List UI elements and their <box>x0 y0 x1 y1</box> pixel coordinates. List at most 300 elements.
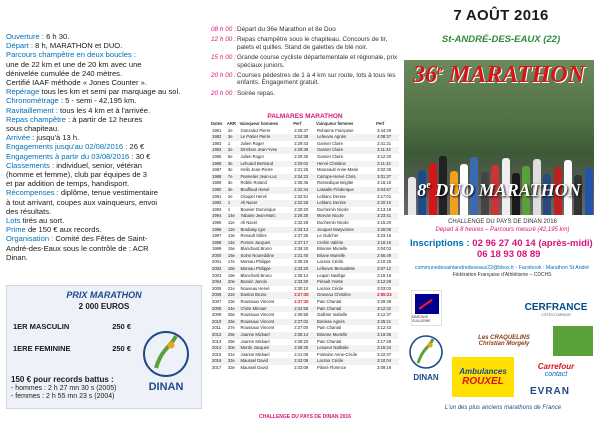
table-cell: Pain Chantal <box>317 299 342 305</box>
slogan: L'un des plus anciens marathons de France <box>444 405 562 411</box>
event-place: St-ANDRÉ-DES-EAUX (22) <box>441 34 561 45</box>
table-cell: Lacroix Cécile <box>317 285 344 291</box>
table-cell: 2001 <box>212 259 222 265</box>
table-cell: 1 <box>227 140 231 146</box>
table-cell: Christ Mirouer <box>239 306 293 313</box>
schedule-desc: Repas champêtre sous le chapiteau. Concours de tir, palets et quilles. Stand de galettes de blé noir. <box>237 36 388 51</box>
table-cell: 2014 <box>211 345 227 352</box>
table-cell: Dirmbon Jean-Yves <box>239 147 293 154</box>
dinan-logo-text: DINAN <box>148 381 184 393</box>
table-cell: 3e <box>227 180 233 186</box>
table-cell: 2:37:30 <box>294 299 309 305</box>
table-cell: Maussel David <box>240 364 268 370</box>
table-cell: 2:31:40 <box>293 253 316 260</box>
info-line <box>6 253 202 262</box>
federation-line: Fédération Française d'Athlétisme – CDCHS <box>452 272 552 278</box>
table-row <box>211 207 399 214</box>
table-cell: 3:12:32 <box>376 306 399 313</box>
info-value: : à partir de 12 heures <box>68 114 143 124</box>
craquelins-logo: Les CRAQUELINS Christian Morgely <box>472 326 536 356</box>
table-cell: 2:26:30 <box>293 213 316 220</box>
table-cell: 3:11:43 <box>376 161 399 168</box>
marathon-number: 36 <box>413 62 438 88</box>
info-line <box>6 179 202 188</box>
info-value: Certifié IAAF méthode « Jones Counter ». <box>6 78 147 88</box>
info-line <box>6 216 202 225</box>
table-cell: 2:36:29 <box>294 259 309 265</box>
ambulances-rouxel-logo <box>452 357 514 397</box>
table-cell: 1 <box>227 206 231 212</box>
palmares-table <box>211 121 399 372</box>
table-cell: 3:25:21 <box>376 319 399 326</box>
table-cell: Garnier Claire <box>317 153 344 159</box>
table-row <box>211 259 399 266</box>
table-cell: Blanchard Bruno <box>240 246 272 252</box>
table-cell: Pomes Jacques <box>239 240 293 247</box>
table-cell: 15e <box>227 246 235 252</box>
table-cell: 2006 <box>211 292 227 299</box>
info-line <box>6 225 202 234</box>
info-line <box>6 152 202 161</box>
table-cell: Pain Chantal <box>316 306 376 313</box>
palmares-header-cell: Vainqueur hommes <box>239 121 279 126</box>
table-cell: Pannetier Jean-Luc <box>239 174 293 181</box>
schedule-item <box>211 26 401 33</box>
table-cell: 12e <box>227 227 240 234</box>
palmares-table-wrap <box>211 121 399 372</box>
info-value: (homme et femme), club par équipes de 3 <box>6 170 147 180</box>
table-cell: 19e <box>227 272 235 278</box>
info-line <box>6 133 202 142</box>
table-cell: 3:17:28 <box>377 338 392 344</box>
table-cell: Morvan Nicole <box>316 213 376 220</box>
info-label: Ouverture : <box>6 32 47 41</box>
table-row <box>211 213 399 220</box>
info-line <box>6 96 202 105</box>
table-row <box>211 180 399 187</box>
table-cell: 25e <box>227 312 235 318</box>
table-cell: Pérault Yvette <box>316 279 376 286</box>
table-cell: Moureault Anne-Marie <box>317 167 359 173</box>
table-row <box>211 233 399 240</box>
marathon-sup: e <box>437 62 443 77</box>
table-cell: 2004 <box>211 279 227 286</box>
palmares-header-cell: ARR <box>226 121 236 126</box>
table-cell: 7e <box>227 174 240 181</box>
table-cell: 3:02:35 <box>377 167 392 173</box>
evran-label: EVRAN <box>530 386 571 397</box>
table-row <box>211 273 399 280</box>
info-label: Engagements à partir du 03/08/2016 : <box>6 151 136 161</box>
table-cell: 3:16:16 <box>376 240 399 247</box>
depart-line: Départ à 8 heures – Parcours mesuré (42,195 km) <box>435 227 570 233</box>
info-label: Organisation : <box>6 234 56 244</box>
info-value: diplôme, tenue vestimentaire <box>60 188 158 198</box>
table-cell: 1997 <box>212 233 222 239</box>
table-cell: 3:09:19 <box>377 364 392 370</box>
table-cell: 2:37:17 <box>293 240 316 247</box>
info-line <box>6 115 202 124</box>
table-cell: 4:08:37 <box>376 134 399 141</box>
table-cell: Bradalay Igor <box>239 227 293 234</box>
schedule-time: 20 h 00 : <box>211 89 236 97</box>
table-cell: 3:26:06 <box>376 227 399 234</box>
schedule-time: 12 h 00 : <box>211 36 236 44</box>
table-row <box>211 227 399 234</box>
info-value: tirés au sort. <box>22 216 65 226</box>
table-cell: 2:33:13 <box>293 227 316 234</box>
table-cell: 2007 <box>212 299 222 305</box>
info-value: André-des-Eaux sous le contrôle de : ACR <box>6 243 149 253</box>
table-cell: 3:10:25 <box>377 259 392 265</box>
table-row <box>211 299 399 306</box>
schedule-desc: Grande course cycliste départementale et régionale, prix spéciaux juniors. <box>237 54 398 69</box>
table-cell: 2e <box>227 127 233 133</box>
info-line <box>6 41 202 50</box>
dinan-logo-right <box>406 332 446 392</box>
prix-total: 2 000 EUROS <box>78 302 130 311</box>
table-cell: 1990 <box>211 187 227 194</box>
palmares-header-cell: Vainqueur femmes <box>316 121 354 126</box>
table-cell: 3:15:20 <box>377 219 392 225</box>
table-cell: 2:29:02 <box>293 161 316 168</box>
table-cell: 27e <box>227 325 235 331</box>
web-contact: communedesaintandredeseaux22@bbox.fr - Facebook : Marathon St André <box>414 265 590 271</box>
info-label: Repérage <box>6 87 42 97</box>
info-value: 8 h, MARATHON et DUO. <box>35 41 123 51</box>
table-cell: 2:42:08 <box>293 358 316 365</box>
inscriptions <box>410 238 595 260</box>
table-row <box>211 194 399 201</box>
table-cell: 2:37:35 <box>294 233 309 239</box>
table-cell: 2:33:20 <box>293 266 316 273</box>
table-cell: Hello Jean-Pierre <box>240 167 273 173</box>
table-cell: 2:31:25 <box>294 167 309 173</box>
info-label: Engagements jusqu'au 02/08/2016 : <box>6 142 130 152</box>
table-cell: 22e <box>227 292 240 299</box>
info-value: tous les km et semi par marquage au sol. <box>41 87 181 97</box>
table-cell: Rossedique Brigitte <box>317 180 354 186</box>
table-cell: 29e <box>227 338 235 344</box>
prix-title: PRIX MARATHON <box>66 290 142 300</box>
prize-feminine <box>13 344 131 353</box>
table-cell: Lacroix Cécile <box>317 259 344 265</box>
axa-caption: MARCADÉ GUILLERME <box>412 314 431 323</box>
table-cell: 30e <box>227 345 240 352</box>
table-cell: 2:34:58 <box>293 306 316 313</box>
table-row <box>211 345 399 352</box>
table-cell: 2:27:30 <box>293 292 316 299</box>
prize-masculin-value: 250 € <box>112 322 131 331</box>
table-cell: 2:56:49 <box>376 253 399 260</box>
table-cell: 2:37:00 <box>294 325 309 331</box>
info-value: dénivelée cumulée de 240 mètres. <box>6 68 123 78</box>
table-cell: Fontaine Anne-Cécile <box>317 351 358 357</box>
table-cell: 1998 <box>211 240 227 247</box>
table-cell: 2e <box>227 193 233 199</box>
table-cell: Lacroix Cécile <box>316 358 376 365</box>
duo-title <box>404 180 594 201</box>
table-row <box>211 240 399 247</box>
info-value: et par addition de temps, handisport. <box>6 179 130 189</box>
table-cell: 2009 <box>212 312 222 318</box>
table-cell: Banoin Janoin <box>239 279 293 286</box>
table-row <box>211 292 399 299</box>
schedule-item <box>211 54 401 69</box>
table-cell: 18e <box>227 266 240 273</box>
rouxel-word: ROUXEL <box>462 376 504 387</box>
table-cell: 1991 <box>212 193 222 199</box>
table-row <box>211 220 399 227</box>
table-cell: 3:12:37 <box>377 312 392 318</box>
table-row <box>211 312 399 319</box>
schedule-time: 15 h 00 : <box>211 54 236 62</box>
table-row <box>211 187 399 194</box>
table-cell: 2:29:38 <box>293 147 316 154</box>
table-row <box>211 161 399 168</box>
table-cell: 2:36:58 <box>294 312 309 318</box>
table-cell: 23e <box>227 299 235 305</box>
table-cell: 2:29:43 <box>294 140 309 146</box>
table-row <box>211 325 399 332</box>
table-cell: 2:41:08 <box>294 351 309 357</box>
table-cell: Lequin Nadège <box>317 272 346 278</box>
phone-2: 06 18 93 08 89 <box>477 249 541 260</box>
schedule-item <box>211 90 401 97</box>
table-row <box>211 147 399 154</box>
table-cell: Julien Roger <box>240 153 264 159</box>
schedule-desc: Courses pédestres de 1 à 4 km sur route, lots à tous les enfants. Engagement gratuit. <box>237 72 396 87</box>
event-date: 7 AOÛT 2016 <box>453 7 549 24</box>
table-cell: 24e <box>227 306 240 313</box>
prize-feminine-value: 250 € <box>112 344 131 353</box>
table-cell: 3:20:10 <box>376 200 399 207</box>
table-cell: Crehin Valérie <box>316 240 376 247</box>
palmares-header-cell: Perf <box>293 121 302 126</box>
table-cell: 33e <box>227 364 235 370</box>
table-cell: Roussaux Vincent <box>240 325 275 331</box>
table-cell: Graveau Christine <box>316 292 376 299</box>
table-cell: 2:37:02 <box>293 319 316 326</box>
info-label: Ravitaillement : <box>6 105 61 115</box>
table-cell: Bouvier Dominique <box>240 206 276 212</box>
records <box>11 376 116 402</box>
table-cell: 32e <box>227 358 240 365</box>
table-cell: Yabane Jean-Marc <box>239 213 293 220</box>
table-cell: 14e <box>227 213 240 220</box>
cerfrance-sub: CÔTES D'ARMOR <box>541 312 571 317</box>
record-femmes: - femmes : 2 h 55 mn 23 s (2004) <box>11 393 115 400</box>
carrefour-contact-logo <box>520 358 592 382</box>
table-cell: 16e <box>227 253 240 260</box>
info-value: 26 € <box>129 142 145 152</box>
palmares-footer: CHALLENGE DU PAYS DE DINAN 2016 <box>259 414 351 420</box>
table-cell: 3:03:03 <box>377 285 392 291</box>
table-cell: Garnier Claire <box>316 147 376 154</box>
table-cell: 2:29:30 <box>294 153 309 159</box>
prize-masculin <box>13 322 131 331</box>
table-cell: 2:34:22 <box>293 174 316 181</box>
table-cell: Ali Nacer <box>239 200 293 207</box>
table-cell: 1994 <box>211 213 227 220</box>
table-cell: 3:15:34 <box>376 345 399 352</box>
table-cell: 1995 <box>212 219 222 225</box>
table-cell: Roussaux Vincent <box>240 312 275 318</box>
table-cell: 3:12:43 <box>377 325 392 331</box>
table-cell: 1999 <box>212 246 222 252</box>
table-cell: Joanne Mickael <box>239 332 293 339</box>
info-label: Parcours champêtre en deux boucles : <box>6 50 137 60</box>
table-cell: Le Guilcher <box>317 233 339 239</box>
duo-sup: e <box>426 180 431 191</box>
table-cell: Rohanne Françoise <box>317 127 354 133</box>
table-cell: 21e <box>227 285 235 291</box>
info-line <box>6 198 202 207</box>
table-cell: Gonzalez Pierre <box>240 127 271 133</box>
table-cell: 2002 <box>211 266 227 273</box>
table-cell: 3e <box>227 161 240 168</box>
table-cell: Danton Bruno <box>239 292 293 299</box>
table-cell: 2:43:08 <box>294 364 309 370</box>
table-cell: 2:28:20 <box>294 206 309 212</box>
table-cell: Jouquet Maryvonne <box>316 227 376 234</box>
table-cell: 2011 <box>212 325 222 331</box>
table-cell: Lefeuvre Agnès <box>316 134 376 141</box>
table-cell: Lefeuvre Bernadette <box>316 266 376 273</box>
info-line <box>6 87 202 96</box>
table-row <box>211 141 399 148</box>
info-value: des résultats. <box>6 206 52 216</box>
table-cell: 2:35:14 <box>293 332 316 339</box>
table-cell: 14e <box>227 240 240 247</box>
table-cell: 2:32:51 <box>294 193 309 199</box>
info-label: Arrivée <box>6 133 33 143</box>
prize-masculin-label: 1ER MASCULIN <box>13 322 70 331</box>
table-cell: Maussel David <box>239 358 293 365</box>
table-cell: Lesueur Nathalie <box>316 345 376 352</box>
info-value: Dinan. <box>6 252 28 262</box>
info-line <box>6 207 202 216</box>
table-row <box>211 319 399 326</box>
prize-feminine-label: 1ERE FEMININE <box>13 344 71 353</box>
table-cell: Renault Gilles <box>240 233 267 239</box>
info-line <box>6 50 202 59</box>
table-cell: 2:36:20 <box>294 246 309 252</box>
table-cell: 3:12:20 <box>377 153 392 159</box>
table-cell: 2003 <box>212 272 222 278</box>
table-cell: 2:32:26 <box>293 200 316 207</box>
table-cell: 17e <box>227 259 235 265</box>
schedule-time: 20 h 00 : <box>211 72 236 80</box>
table-cell: 2:32:28 <box>294 219 309 225</box>
table-cell: 1996 <box>211 227 227 234</box>
table-cell: Brianne Murielle <box>316 332 376 339</box>
table-cell: 1993 <box>212 206 222 212</box>
table-cell: 3:07:12 <box>376 266 399 273</box>
table-cell: 3:16:18 <box>377 272 392 278</box>
table-cell: 2000 <box>211 253 227 260</box>
info-value: 30 € <box>135 151 151 161</box>
table-cell: 31e <box>227 351 235 357</box>
table-cell: 3:04:03 <box>377 246 392 252</box>
table-cell: 1 <box>227 200 240 207</box>
info-value: : 5 - semi - 42,195 km. <box>60 96 137 106</box>
table-row <box>211 352 399 359</box>
table-row <box>211 266 399 273</box>
phone-1: 02 96 27 40 14 (après-midi) <box>472 238 593 249</box>
table-cell: 2:35:46 <box>294 180 309 186</box>
table-cell: 2017 <box>212 364 222 370</box>
table-cell: 1989 <box>212 180 222 186</box>
table-cell: 3:13:18 <box>377 206 392 212</box>
table-cell: Briane Murielle <box>316 253 376 260</box>
table-cell: Garnier Claire <box>317 140 344 146</box>
info-value: 6 h 30. <box>46 32 70 41</box>
table-cell: 3:01:37 <box>376 174 399 181</box>
info-label: Repas champêtre <box>6 114 69 124</box>
table-cell: 2:25:47 <box>294 127 309 133</box>
info-line <box>6 69 202 78</box>
table-cell: 3:29:38 <box>377 299 392 305</box>
table-row <box>211 128 399 135</box>
table-cell: 2016 <box>211 358 227 365</box>
info-value: de 150 € aux records. <box>27 225 102 235</box>
info-line <box>6 244 202 253</box>
info-line <box>6 124 202 133</box>
table-cell: 2010 <box>211 319 227 326</box>
table-cell: 2008 <box>211 306 227 313</box>
table-cell: Lassalle Fréderique <box>316 187 376 194</box>
table-cell: Catrope-Hervé Chris. <box>316 174 376 181</box>
table-cell: Julien Roger <box>240 140 264 146</box>
table-cell: 3:23:41 <box>376 213 399 220</box>
table-cell: 20e <box>227 279 240 286</box>
table-cell: 13e <box>227 233 235 239</box>
schedule-desc: Soirée repas. <box>237 89 276 97</box>
table-cell: 2013 <box>212 338 222 344</box>
marathon-word: MARATHON <box>448 62 585 88</box>
schedule-item <box>211 36 401 51</box>
table-row <box>211 154 399 161</box>
info-label: Lots <box>6 216 23 226</box>
table-cell: Ali Nacer <box>240 219 258 225</box>
palmares-header-cell: Perf <box>376 121 385 126</box>
table-cell: 3e <box>227 134 240 141</box>
table-cell: 2015 <box>212 351 222 357</box>
schedule-desc: Départ du 36e Marathon et 8e Duo <box>237 26 336 33</box>
table-cell: 26e <box>227 319 240 326</box>
table-cell: Nouveau Hervé <box>240 285 270 291</box>
table-cell: 3:22:37 <box>377 351 392 357</box>
table-cell: 3:04:57 <box>376 187 399 194</box>
carrefour-word: Carrefour <box>537 362 575 371</box>
axa-mark <box>415 294 439 314</box>
table-cell: Bonisse Agnès <box>316 319 376 326</box>
table-cell: Bouffaud Hervé <box>239 187 293 194</box>
table-cell: 2:33:30 <box>293 279 316 286</box>
table-cell: 1992 <box>211 200 227 207</box>
dinan-logo <box>140 328 192 406</box>
schedule <box>211 26 401 100</box>
table-cell: 2:39:30 <box>293 345 316 352</box>
info-value: : jusqu'à 13 h. <box>32 133 80 143</box>
event-info <box>6 32 202 262</box>
table-row <box>211 200 399 207</box>
table-row <box>211 134 399 141</box>
insc-label: Inscriptions : <box>410 238 470 249</box>
table-cell: 2012 <box>211 332 227 339</box>
table-row <box>211 246 399 253</box>
